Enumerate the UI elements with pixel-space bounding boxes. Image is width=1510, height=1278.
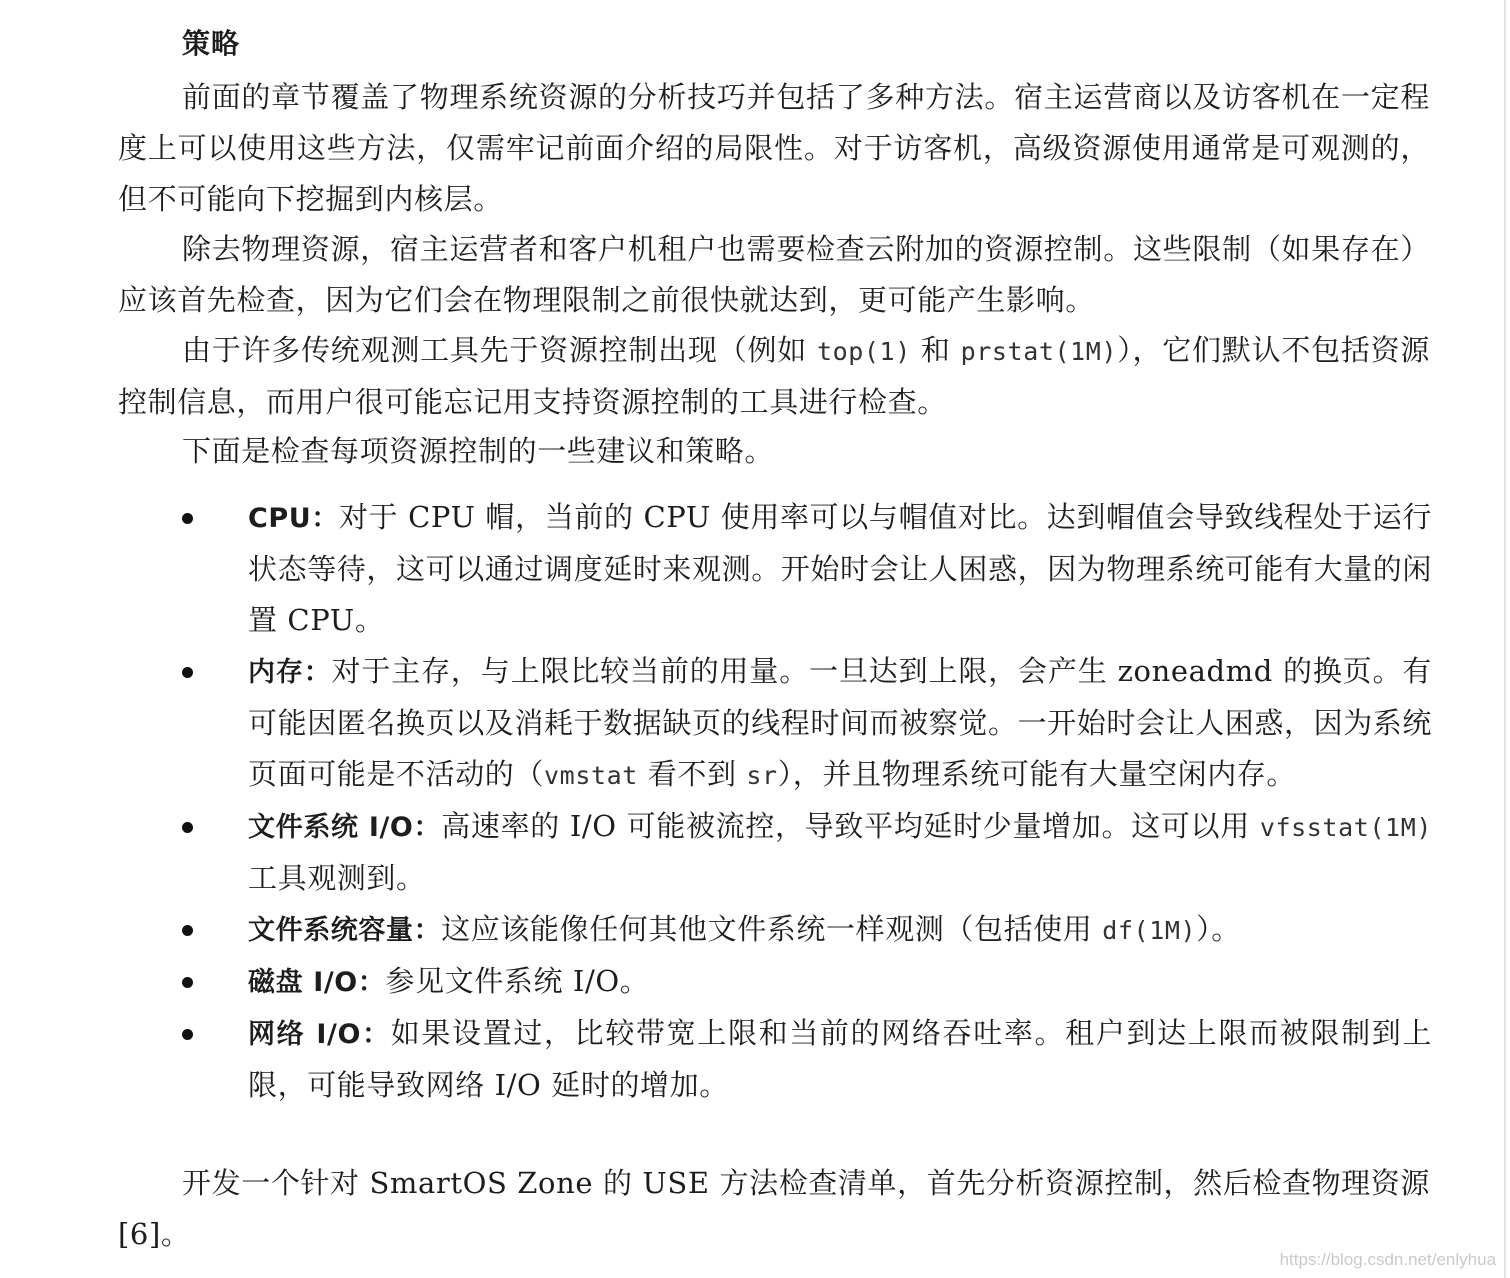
bullet-text: ），并且物理系统可能有大量空闲内存。 <box>777 757 1296 791</box>
bullet-text: 对于主存，与上限比较当前的用量。一旦达到上限，会产生 zoneadmd 的换页。有可能因匿名换页以及消耗于数据缺页的线程时间而被察觉。一开始时会让人困惑，因为系统页面可能是不活动的（ <box>248 654 1433 791</box>
bullet-network-io <box>170 1008 1432 1111</box>
bullet-text: 看不到 <box>637 757 747 791</box>
page-edge-divider <box>1504 0 1506 1278</box>
code-vmstat: vmstat <box>544 761 638 790</box>
paragraph-text-segment: 和 <box>910 333 961 367</box>
bullet-term: 网络 I/O： <box>248 1019 391 1050</box>
bullet-text: 参见文件系统 I/O。 <box>385 964 650 998</box>
paragraph-text-segment: 由于许多传统观测工具先于资源控制出现（例如 <box>182 333 817 367</box>
bullet-filesystem-capacity <box>170 904 1432 956</box>
code-df: df(1M) <box>1102 916 1197 945</box>
watermark-url: https://blog.csdn.net/enlyhua <box>1279 1250 1496 1269</box>
paragraph-text-segment: ），它们默认不包括资源控制信息，而用户很可能忘记用支持资源控制的工具进行检查。 <box>118 333 1430 419</box>
paragraph-suggestions: 下面是检查每项资源控制的一些建议和策略。 <box>182 434 775 468</box>
bullet-cpu <box>170 492 1432 646</box>
bullet-text: 高速率的 I/O 可能被流控，导致平均延时少量增加。这可以用 <box>441 809 1260 843</box>
bullet-term: CPU： <box>248 503 340 534</box>
strategy-bullet-list <box>170 492 1432 1111</box>
bullet-text: 对于 CPU 帽，当前的 CPU 使用率可以与帽值对比。达到帽值会导致线程处于运行状态等待，这可以通过调度延时来观测。开始时会让人困惑，因为物理系统可能有大量的闲置 CPU。 <box>248 500 1433 637</box>
bullet-filesystem-io <box>170 801 1432 904</box>
paragraph-traditional-tools <box>118 325 1430 428</box>
bullet-term: 文件系统 I/O： <box>248 812 442 843</box>
code-sr: sr <box>746 761 778 790</box>
bullet-term: 内存： <box>248 657 332 688</box>
bullet-dot-icon <box>182 513 193 524</box>
paragraph-closing: 开发一个针对 SmartOS Zone 的 USE 方法检查清单，首先分析资源控制，然后检查物理资源[6]。 <box>118 1166 1430 1251</box>
bullet-text: 这应该能像任何其他文件系统一样观测（包括使用 <box>441 912 1103 946</box>
paragraph-resource-controls: 除去物理资源，宿主运营者和客户机租户也需要检查云附加的资源控制。这些限制（如果存在）应该首先检查，因为它们会在物理限制之前很快就达到，更可能产生影响。 <box>118 232 1430 317</box>
code-vfsstat: vfsstat(1M) <box>1259 813 1432 842</box>
code-prstat: prstat(1M) <box>960 337 1118 366</box>
section-heading: 策略 <box>182 27 241 60</box>
bullet-dot-icon <box>182 822 193 833</box>
bullet-dot-icon <box>182 977 193 988</box>
bullet-dot-icon <box>182 667 193 678</box>
bullet-text: ）。 <box>1196 912 1241 946</box>
code-top: top(1) <box>816 337 911 366</box>
paragraph-intro: 前面的章节覆盖了物理系统资源的分析技巧并包括了多种方法。宿主运营商以及访客机在一定程度上可以使用这些方法，仅需牢记前面介绍的局限性。对于访客机，高级资源使用通常是可观测的，但不可能向下挖掘到内核层。 <box>118 80 1430 216</box>
bullet-text: 工具观测到。 <box>248 861 426 895</box>
bullet-text: 如果设置过，比较带宽上限和当前的网络吞吐率。租户到达上限而被限制到上限，可能导致网络 I/O 延时的增加。 <box>248 1016 1432 1102</box>
bullet-memory <box>170 646 1432 801</box>
bullet-term: 文件系统容量： <box>248 915 442 946</box>
bullet-disk-io <box>170 956 1432 1008</box>
bullet-term: 磁盘 I/O： <box>248 967 386 998</box>
bullet-dot-icon <box>182 1029 193 1040</box>
bullet-dot-icon <box>182 925 193 936</box>
